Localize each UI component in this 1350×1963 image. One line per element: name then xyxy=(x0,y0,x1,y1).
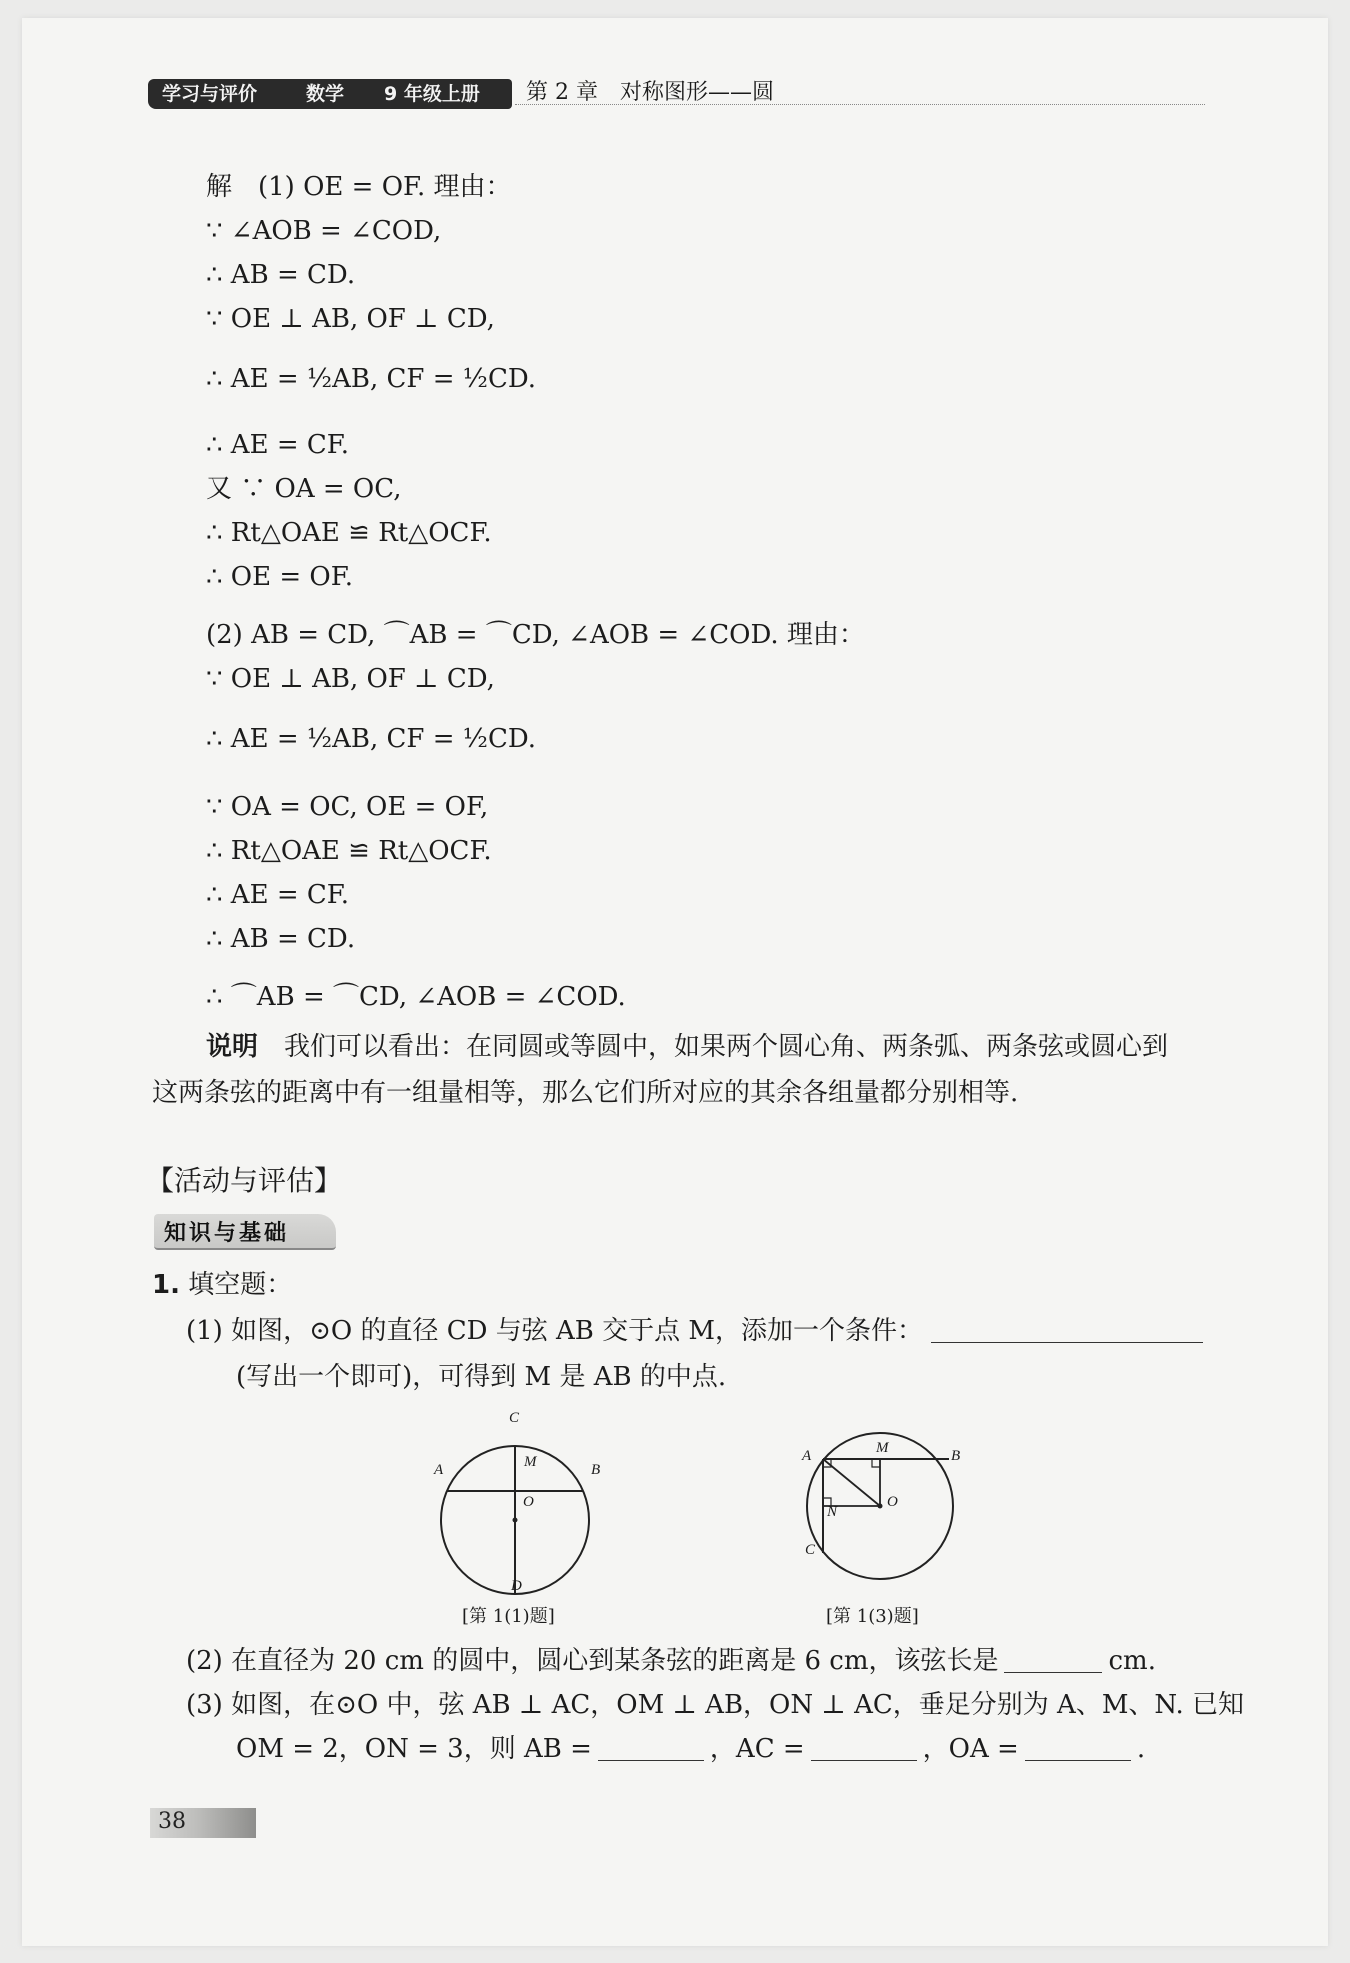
question1-part3-ac: ，AC = xyxy=(709,1734,805,1764)
answer-blank-5[interactable] xyxy=(1025,1734,1131,1761)
figure2-label-n: N xyxy=(827,1504,838,1520)
solution-line-14: ∴ Rt△OAE ≌ Rt△OCF. xyxy=(206,836,492,866)
figure1-label-b: B xyxy=(591,1462,601,1478)
figure2-right-angle-m xyxy=(872,1459,880,1467)
question1-part2 xyxy=(186,1644,1156,1678)
solution-line-17: ∴ ⌒AB = ⌒CD, ∠AOB = ∠COD. xyxy=(206,982,626,1012)
question1-part2-unit: cm. xyxy=(1108,1646,1156,1676)
solution-line-12: ∴ AE = ½AB, CF = ½CD. xyxy=(206,724,537,754)
solution-line-1: 解 (1) OE = OF. 理由： xyxy=(206,172,512,202)
question1-heading xyxy=(152,1268,292,1302)
question1-number: 1. xyxy=(152,1270,180,1300)
figure2-caption: [第 1(3)题] xyxy=(826,1606,919,1627)
solution-line-5: ∴ AE = ½AB, CF = ½CD. xyxy=(206,364,537,394)
question1-title: 填空题： xyxy=(188,1270,293,1300)
header-chapter: 第 2 章 对称图形——圆 xyxy=(526,80,774,105)
solution-line-15: ∴ AE = CF. xyxy=(206,880,350,910)
section-title: 【活动与评估】 xyxy=(146,1164,343,1197)
note-label: 说明 xyxy=(206,1032,259,1062)
page-number-box xyxy=(150,1808,256,1838)
note-line-1 xyxy=(206,1030,1168,1064)
question1-part1-line2: (写出一个即可)，可得到 M 是 AB 的中点. xyxy=(236,1362,727,1392)
figure2-label-b: B xyxy=(951,1448,961,1464)
header-grade: 9 年级上册 xyxy=(384,83,480,105)
note-text-1: 我们可以看出：在同圆或等圆中，如果两个圆心角、两条弧、两条弦或圆心到 xyxy=(284,1032,1169,1062)
question1-part3-oa: ，OA = xyxy=(922,1734,1019,1764)
answer-blank-2[interactable] xyxy=(1004,1646,1102,1673)
figure2-label-m: M xyxy=(876,1440,889,1456)
answer-blank-4[interactable] xyxy=(811,1734,917,1761)
figure1-label-a: A xyxy=(434,1462,444,1478)
solution-line-9: ∴ OE = OF. xyxy=(206,562,353,592)
header-subject: 数学 xyxy=(306,83,345,105)
section-badge-label: 知识与基础 xyxy=(164,1221,290,1246)
solution-line-11: ∵ OE ⊥ AB, OF ⊥ CD, xyxy=(206,664,495,694)
solution-line-7: 又 ∵ OA = OC, xyxy=(206,474,402,504)
question1-part3-line2 xyxy=(236,1732,1145,1766)
figure1-label-o: O xyxy=(523,1494,534,1510)
figure1-label-m: M xyxy=(524,1454,537,1470)
figure1-label-c: C xyxy=(509,1410,520,1426)
solution-line-13: ∵ OA = OC, OE = OF, xyxy=(206,792,489,822)
solution-line-6: ∴ AE = CF. xyxy=(206,430,350,460)
question1-part2-text: (2) 在直径为 20 cm 的圆中，圆心到某条弦的距离是 6 cm，该弦长是 xyxy=(186,1646,999,1676)
solution-line-10: (2) AB = CD, ⌒AB = ⌒CD, ∠AOB = ∠COD. 理由： xyxy=(206,620,865,650)
solution-line-3: ∴ AB = CD. xyxy=(206,260,356,290)
solution-line-2: ∵ ∠AOB = ∠COD, xyxy=(206,216,442,246)
answer-blank-3[interactable] xyxy=(598,1734,704,1761)
figure2-label-o: O xyxy=(887,1494,898,1510)
figure2-label-a: A xyxy=(802,1448,812,1464)
figure2-center-dot xyxy=(878,1504,883,1509)
question1-part3-end: . xyxy=(1136,1734,1146,1764)
answer-blank-1[interactable] xyxy=(931,1316,1203,1343)
header-book-title xyxy=(148,79,512,109)
figure1-center-dot xyxy=(513,1518,518,1523)
solution-line-4: ∵ OE ⊥ AB, OF ⊥ CD, xyxy=(206,304,495,334)
header-book: 学习与评价 xyxy=(162,83,258,105)
header-divider xyxy=(515,104,1205,105)
figure1-label-d: D xyxy=(511,1578,522,1594)
question1-part3-ab: OM = 2，ON = 3，则 AB = xyxy=(236,1734,592,1764)
question1-part3-line1: (3) 如图，在⊙O 中，弦 AB ⊥ AC，OM ⊥ AB，ON ⊥ AC，垂足分别为 A、M、N. 已知 xyxy=(186,1690,1245,1720)
question1-part1-text: (1) 如图，⊙O 的直径 CD 与弦 AB 交于点 M，添加一个条件： xyxy=(186,1316,924,1346)
solution-line-16: ∴ AB = CD. xyxy=(206,924,356,954)
page-number: 38 xyxy=(158,1809,186,1834)
section-badge xyxy=(154,1214,336,1250)
note-line-2: 这两条弦的距离中有一组量相等，那么它们所对应的其余各组量都分别相等. xyxy=(152,1078,1019,1108)
figure2-label-c: C xyxy=(805,1542,816,1558)
solution-line-8: ∴ Rt△OAE ≌ Rt△OCF. xyxy=(206,518,492,548)
figure1-caption: [第 1(1)题] xyxy=(462,1606,555,1627)
question1-part1-line1 xyxy=(186,1314,1203,1348)
